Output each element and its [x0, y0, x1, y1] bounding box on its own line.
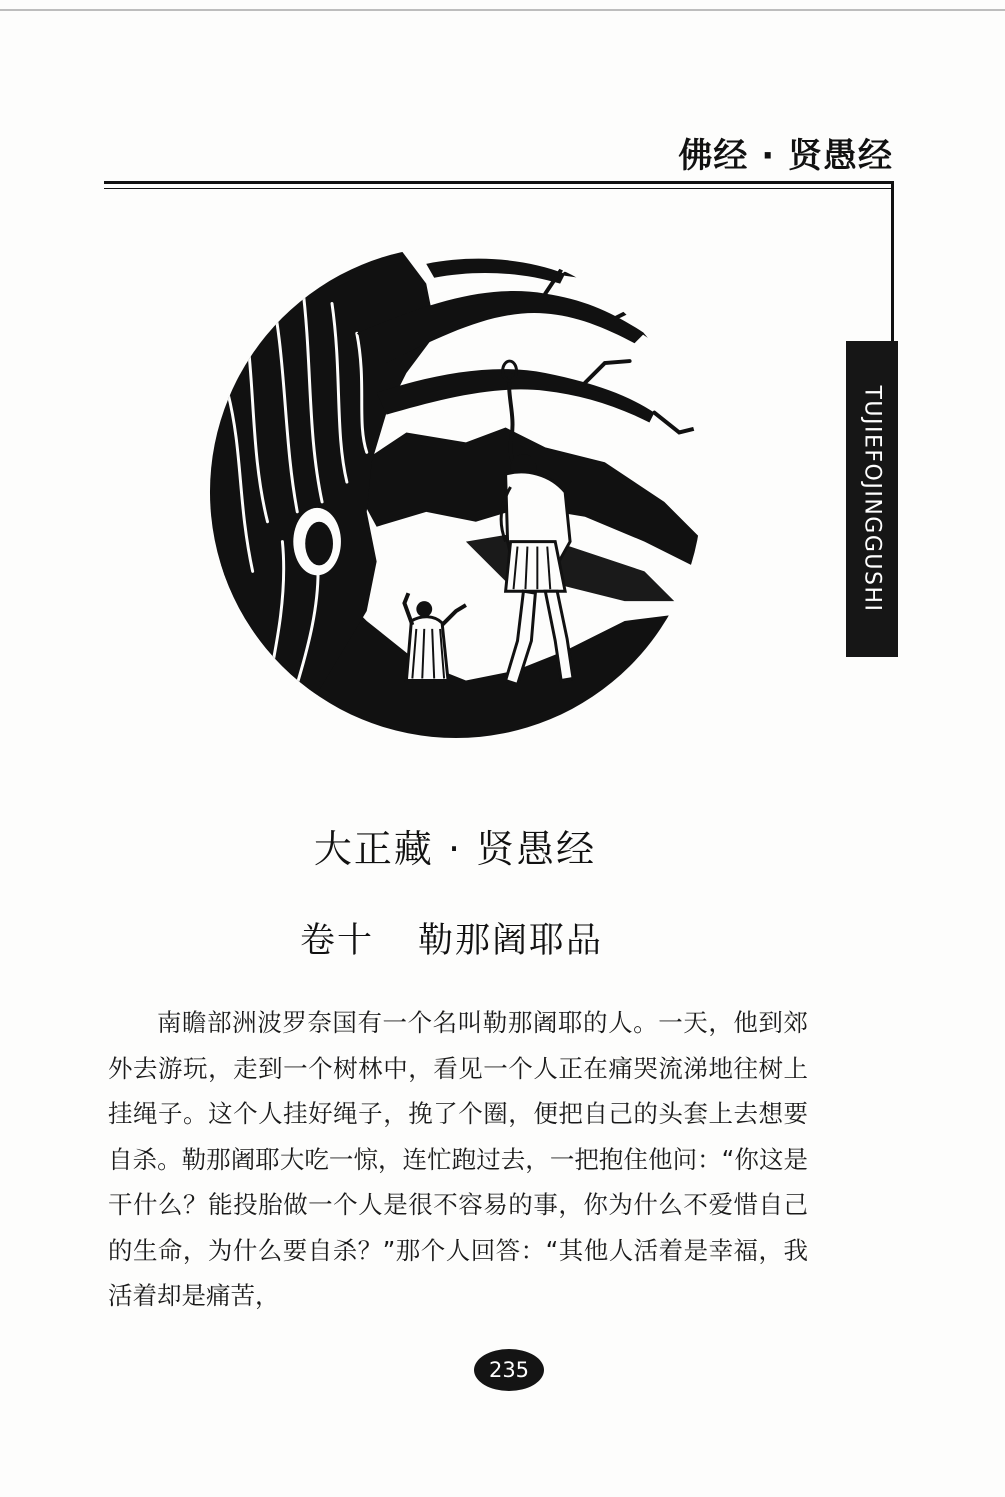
chapter-number: 卷十: [300, 921, 375, 961]
side-tab: [846, 341, 898, 657]
header-rule-vertical: [891, 181, 894, 341]
chapter-section-title: 勒那阇耶品: [418, 921, 604, 961]
page-number: 235: [474, 1349, 544, 1391]
header-rule-thin: [104, 188, 894, 189]
top-edge-rule: [0, 9, 1005, 11]
document-title: 大正藏 · 贤愚经: [313, 827, 597, 871]
side-tab-label: TUJIEFOJINGGUSHI: [859, 385, 885, 613]
header-rule-thick: [104, 181, 894, 184]
chapter-heading: [300, 913, 603, 963]
woodcut-illustration-icon: [208, 244, 704, 740]
running-header-title: 佛经 · 贤愚经: [678, 136, 893, 176]
body-paragraph: 南瞻部洲波罗奈国有一个名叫勒那阇耶的人。一天，他到郊外去游玩，走到一个树林中，看见一个人正在痛哭流涕地往树上挂绳子。这个人挂好绳子，挽了个圈，便把自己的头套上去想要自杀。勒那阇耶大吃一惊，连忙跑过去，一把抱住他问：“你这是干什么？能投胎做一个人是很不容易的事，你为什么不爱惜自己的生命，为什么要自杀？”那个人回答：“其他人活着是幸福，我活着却是痛苦，: [108, 1008, 808, 1310]
